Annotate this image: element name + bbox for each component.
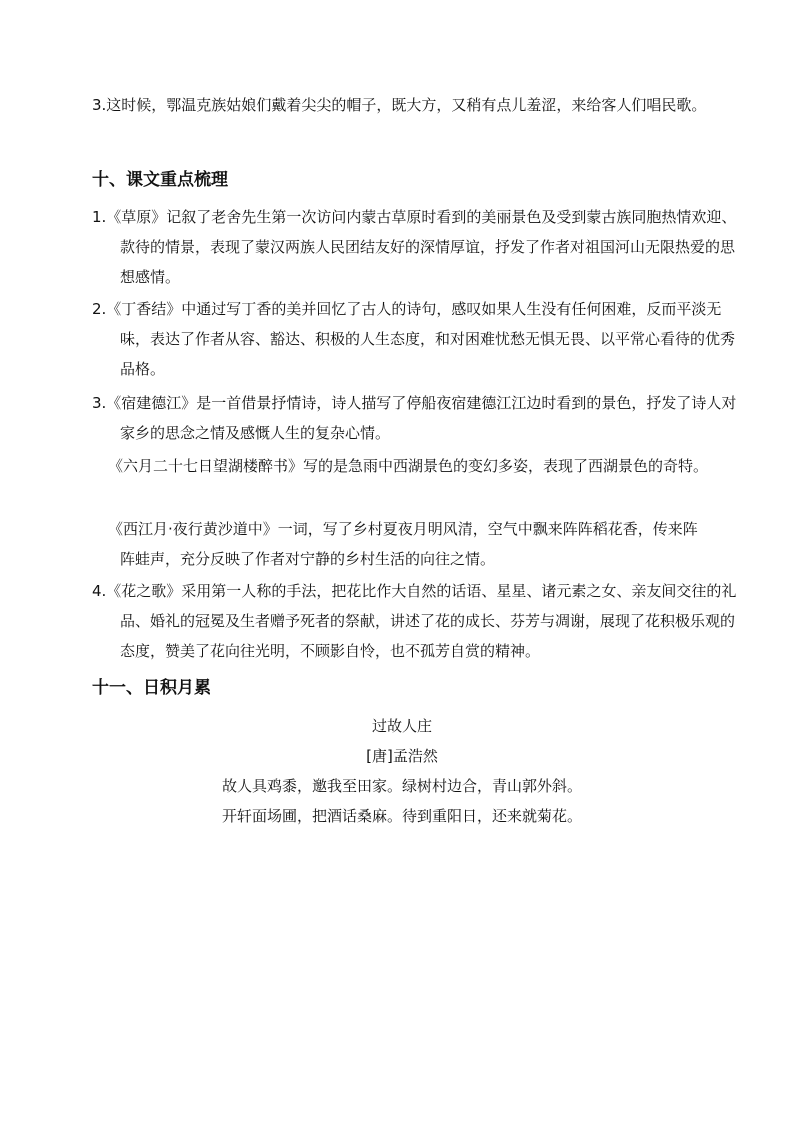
poem-block (92, 711, 712, 831)
poem-title: 过故人庄 (371, 717, 432, 735)
section-ten-heading: 十、课文重点梳理 (92, 170, 228, 190)
poem-line-1: 故人具鸡黍，邀我至田家。绿树村边合，青山郭外斜。 (221, 777, 582, 795)
section-ten-item-4: 4.《花之歌》采用第一人称的手法，把花比作大自然的话语、星星、诸元素之女、亲友间交往的礼品、婚礼的冠冕及生者赠予死者的祭献，讲述了花的成长、芬芳与凋谢，展现了花积极乐观的态度，赞美了花向往光明，不顾影自怜，也不孤芳自赏的精神。 (92, 582, 737, 660)
section-ten-item-1: 1.《草原》记叙了老舍先生第一次访问内蒙古草原时看到的美丽景色及受到蒙古族同胞热情欢迎、款待的情景，表现了蒙汉两族人民团结友好的深情厚谊，抒发了作者对祖国河山无限热爱的思想感情。 (92, 208, 737, 286)
section-eleven-heading: 十一、日积月累 (92, 678, 211, 698)
intro-item: 3.这时候，鄂温克族姑娘们戴着尖尖的帽子，既大方，又稍有点儿羞涩，来给客人们唱民歌。 (92, 96, 707, 114)
section-ten-item-3: 3.《宿建德江》是一首借景抒情诗，诗人描写了停船夜宿建德江江边时看到的景色，抒发了诗人对家乡的思念之情及感慨人生的复杂心情。 (92, 394, 737, 442)
poem-line-2: 开轩面场圃，把酒话桑麻。待到重阳日，还来就菊花。 (221, 807, 582, 825)
section-ten-item-2: 2.《丁香结》中通过写丁香的美并回忆了古人的诗句，感叹如果人生没有任何困难，反而平淡无味，表达了作者从容、豁达、积极的人生态度，和对困难忧愁无惧无畏、以平常心看待的优秀品格。 (92, 300, 736, 378)
poem-author: [唐]孟浩然 (366, 747, 438, 765)
section-ten-sub-item-2: 《西江月·夜行黄沙道中》一词，写了乡村夏夜月明风清，空气中飘来阵阵稻花香，传来阵阵蛙声，充分反映了作者对宁静的乡村生活的向往之情。 (108, 520, 698, 568)
section-ten-sub-item-1: 《六月二十七日望湖楼醉书》写的是急雨中西湖景色的变幻多姿，表现了西湖景色的奇特。 (108, 457, 709, 475)
